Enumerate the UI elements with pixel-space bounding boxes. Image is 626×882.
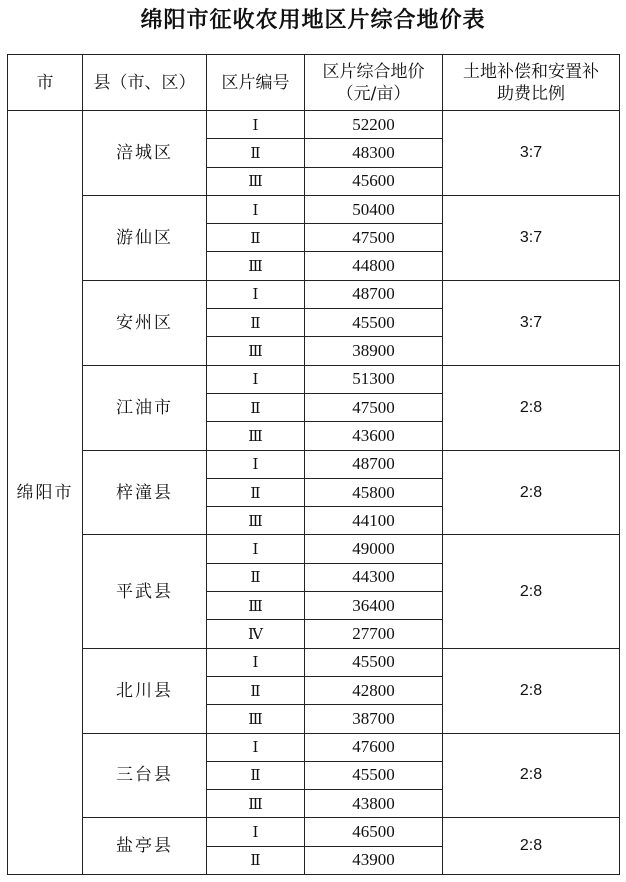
county-cell: 三台县 (83, 733, 207, 818)
ratio-cell: 2:8 (443, 535, 620, 648)
table-row (8, 648, 620, 676)
zone-code-cell: Ⅰ (207, 280, 305, 308)
table-row (8, 365, 620, 393)
zone-code-cell: Ⅳ (207, 620, 305, 648)
price-cell: 47600 (305, 733, 443, 761)
county-cell: 梓潼县 (83, 450, 207, 535)
page-title: 绵阳市征收农用地区片综合地价表 (140, 7, 486, 33)
zone-code-cell: Ⅰ (207, 648, 305, 676)
zone-code-cell: Ⅱ (207, 478, 305, 506)
header-ratio-line1: 土地补偿和安置补 (463, 61, 599, 82)
ratio-cell: 2:8 (443, 365, 620, 450)
price-cell: 44100 (305, 507, 443, 535)
header-city: 市 (8, 55, 83, 111)
header-zone: 区片编号 (207, 55, 305, 111)
price-cell: 51300 (305, 365, 443, 393)
zone-code-cell: Ⅱ (207, 139, 305, 167)
price-cell: 44300 (305, 563, 443, 591)
price-cell: 45800 (305, 478, 443, 506)
price-cell: 36400 (305, 592, 443, 620)
price-cell: 47500 (305, 224, 443, 252)
county-cell: 平武县 (83, 535, 207, 648)
price-cell: 49000 (305, 535, 443, 563)
zone-code-cell: Ⅰ (207, 365, 305, 393)
zone-code-cell: Ⅲ (207, 507, 305, 535)
table-row (8, 280, 620, 308)
zone-code-cell: Ⅲ (207, 422, 305, 450)
land-price-table (7, 54, 620, 875)
price-cell: 38700 (305, 705, 443, 733)
zone-code-cell: Ⅰ (207, 195, 305, 223)
header-ratio-line2: 助费比例 (497, 83, 565, 104)
header-county: 县（市、区） (83, 55, 207, 111)
price-cell: 48300 (305, 139, 443, 167)
zone-code-cell: Ⅱ (207, 846, 305, 874)
ratio-cell: 2:8 (443, 818, 620, 875)
zone-code-cell: Ⅰ (207, 111, 305, 139)
table-row (8, 535, 620, 563)
price-cell: 48700 (305, 450, 443, 478)
header-price-line2: （元/亩） (336, 83, 411, 104)
zone-code-cell: Ⅲ (207, 337, 305, 365)
ratio-cell: 2:8 (443, 733, 620, 818)
price-cell: 52200 (305, 111, 443, 139)
table-row (8, 195, 620, 223)
table-row (8, 111, 620, 139)
zone-code-cell: Ⅱ (207, 563, 305, 591)
zone-code-cell: Ⅰ (207, 733, 305, 761)
table-row (8, 450, 620, 478)
ratio-cell: 2:8 (443, 648, 620, 733)
header-ratio (443, 55, 620, 111)
zone-code-cell: Ⅲ (207, 705, 305, 733)
zone-code-cell: Ⅰ (207, 818, 305, 846)
zone-code-cell: Ⅲ (207, 790, 305, 818)
price-cell: 38900 (305, 337, 443, 365)
ratio-cell: 3:7 (443, 111, 620, 196)
price-cell: 47500 (305, 393, 443, 421)
header-price-line1: 区片综合地价 (322, 61, 425, 82)
price-cell: 46500 (305, 818, 443, 846)
price-cell: 27700 (305, 620, 443, 648)
table-body (8, 111, 620, 875)
ratio-cell: 3:7 (443, 280, 620, 365)
table-row (8, 733, 620, 761)
price-cell: 42800 (305, 676, 443, 704)
ratio-cell: 3:7 (443, 195, 620, 280)
zone-code-cell: Ⅰ (207, 535, 305, 563)
zone-code-cell: Ⅲ (207, 592, 305, 620)
price-cell: 43900 (305, 846, 443, 874)
price-cell: 45500 (305, 309, 443, 337)
ratio-cell: 2:8 (443, 450, 620, 535)
zone-code-cell: Ⅱ (207, 309, 305, 337)
city-cell: 绵阳市 (8, 111, 83, 875)
county-cell: 安州区 (83, 280, 207, 365)
zone-code-cell: Ⅲ (207, 252, 305, 280)
price-cell: 50400 (305, 195, 443, 223)
zone-code-cell: Ⅱ (207, 224, 305, 252)
price-cell: 43800 (305, 790, 443, 818)
zone-code-cell: Ⅰ (207, 450, 305, 478)
price-cell: 48700 (305, 280, 443, 308)
header-price (305, 55, 443, 111)
county-cell: 盐亭县 (83, 818, 207, 875)
price-cell: 43600 (305, 422, 443, 450)
zone-code-cell: Ⅱ (207, 676, 305, 704)
county-cell: 北川县 (83, 648, 207, 733)
county-cell: 涪城区 (83, 111, 207, 196)
price-cell: 44800 (305, 252, 443, 280)
zone-code-cell: Ⅱ (207, 761, 305, 789)
price-cell: 45500 (305, 648, 443, 676)
price-cell: 45500 (305, 761, 443, 789)
county-cell: 游仙区 (83, 195, 207, 280)
header-row (8, 55, 620, 111)
table-row (8, 818, 620, 846)
price-cell: 45600 (305, 167, 443, 195)
county-cell: 江油市 (83, 365, 207, 450)
zone-code-cell: Ⅱ (207, 393, 305, 421)
zone-code-cell: Ⅲ (207, 167, 305, 195)
